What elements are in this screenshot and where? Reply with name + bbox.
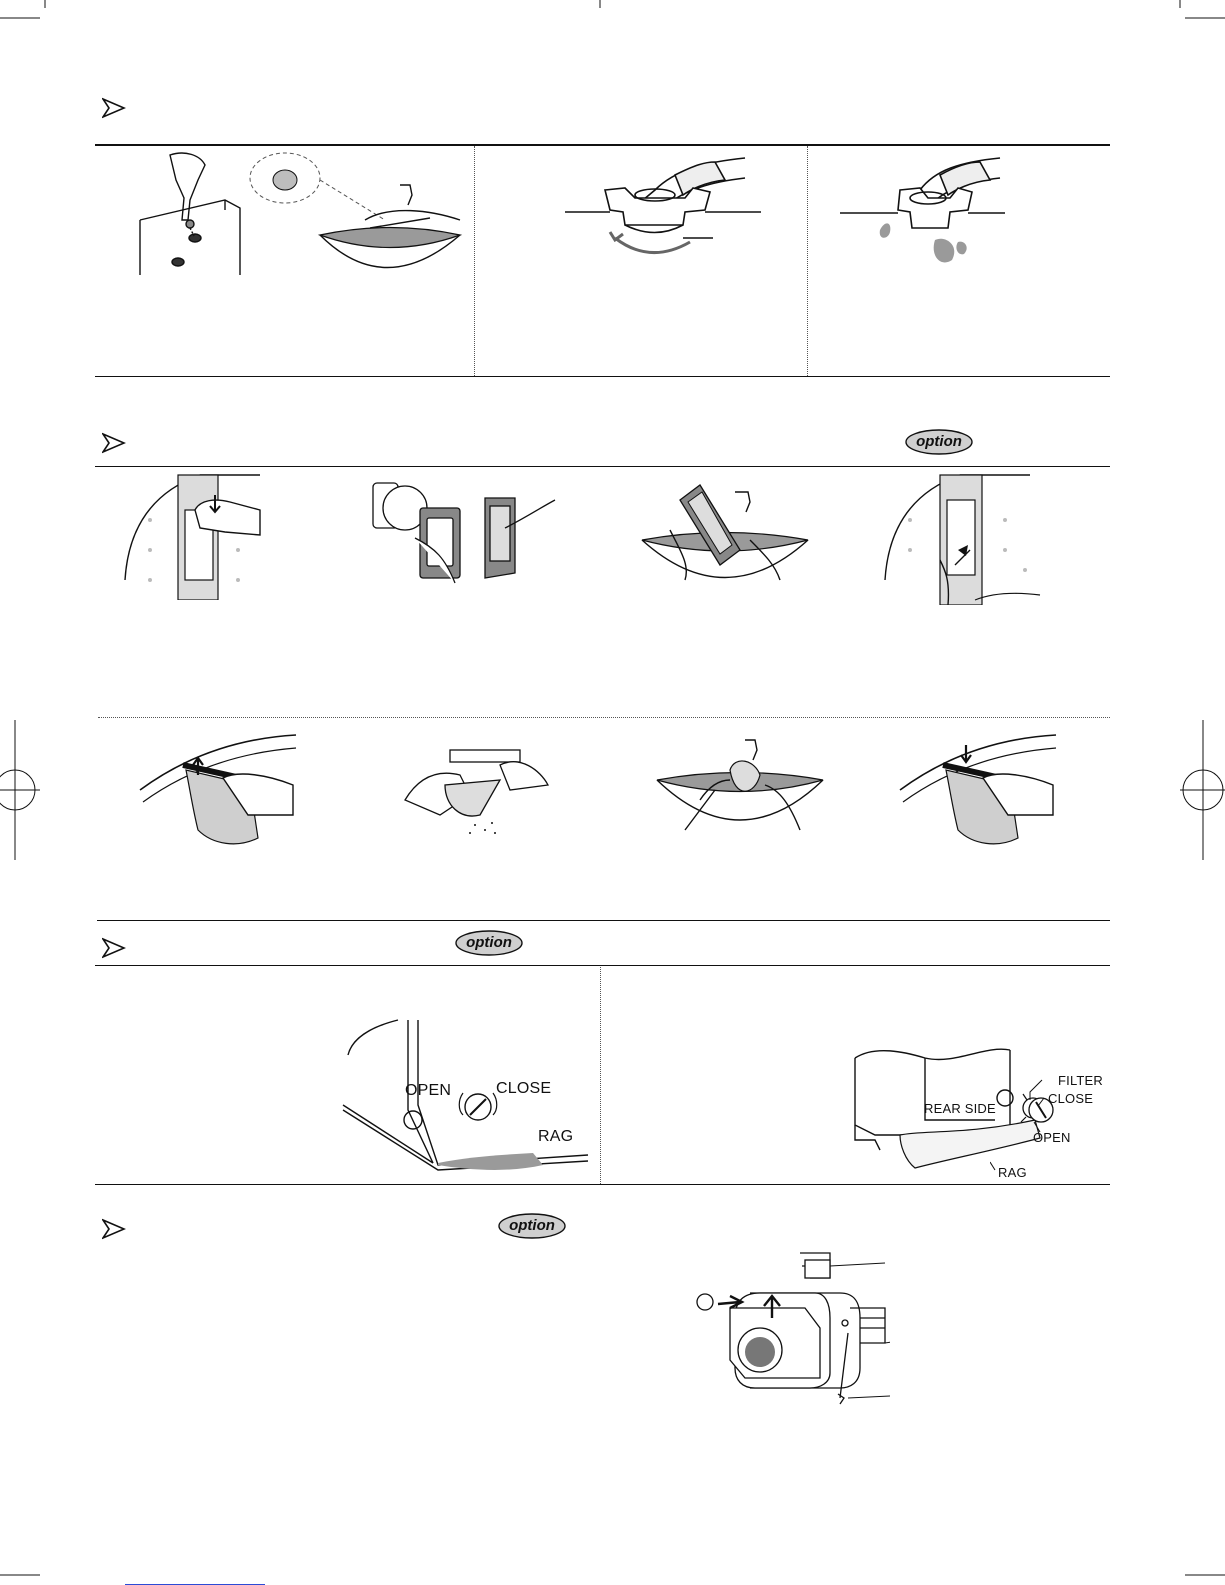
section-3-header-rule [95, 965, 1110, 966]
rear-filter-leader-lines [990, 1070, 1060, 1180]
hose-connector-tighten-illustration [565, 150, 765, 265]
arrowhead-icon [102, 1218, 126, 1240]
section-3-top-rule [97, 920, 1110, 921]
option-badge [455, 930, 523, 956]
rag-label: RAG [538, 1128, 574, 1145]
section-2-separator [98, 717, 1110, 718]
open-label: OPEN [1033, 1130, 1071, 1145]
lint-bag-wash-illustration [655, 735, 825, 835]
lint-bag-reinsert-illustration [898, 730, 1058, 850]
option-badge-label: option [916, 433, 962, 450]
section-1-divider [474, 146, 475, 376]
option-badge [905, 429, 973, 455]
section-3-bottom-rule [95, 1184, 1110, 1185]
filter-label: FILTER [1058, 1073, 1104, 1088]
lint-filter-wash-illustration [640, 480, 810, 590]
section-3-divider [600, 967, 601, 1184]
section-2-top-rule [95, 466, 1110, 467]
rag-label: RAG [998, 1165, 1027, 1180]
arrowhead-icon [102, 432, 126, 454]
section-1-top-rule [95, 144, 1110, 146]
inlet-filter-removal-illustration [130, 150, 470, 280]
open-label: OPEN [405, 1082, 452, 1099]
close-label: CLOSE [1048, 1091, 1094, 1106]
lint-bag-empty-illustration [400, 745, 550, 840]
lint-bag-remove-illustration [138, 730, 298, 850]
pump-filter-assembly-illustration [690, 1248, 890, 1408]
rear-side-label: REAR SIDE [924, 1101, 996, 1116]
arrowhead-icon [102, 937, 126, 959]
option-badge-label: option [466, 934, 512, 951]
lint-filter-reinsert-illustration [880, 470, 1050, 605]
lint-filter-open-illustration [365, 478, 560, 588]
lint-filter-remove-illustration [120, 470, 265, 600]
drain-plug-front-illustration [338, 1015, 598, 1175]
close-label: CLOSE [496, 1080, 552, 1097]
section-1-bottom-rule [95, 376, 1110, 377]
hose-connector-leak-illustration [840, 150, 1040, 275]
arrowhead-icon [102, 97, 126, 119]
option-badge [498, 1213, 566, 1239]
option-badge-label: option [509, 1217, 555, 1234]
section-1-divider [807, 146, 808, 376]
